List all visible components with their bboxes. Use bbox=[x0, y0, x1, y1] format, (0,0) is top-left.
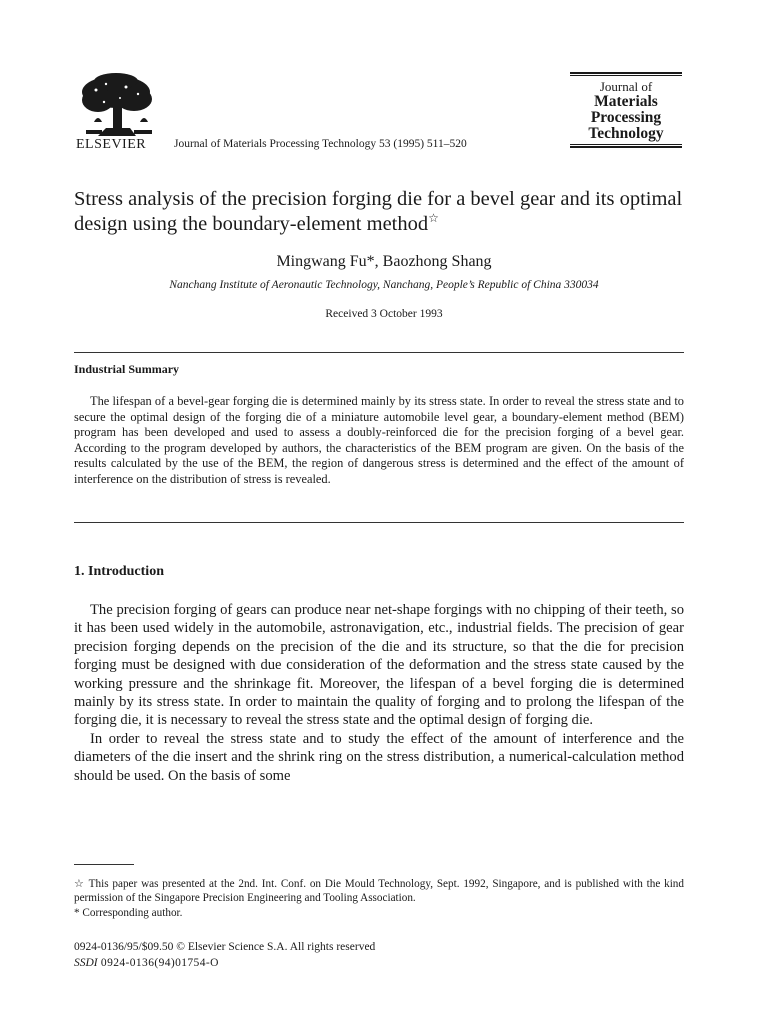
summary-bottom-rule bbox=[74, 522, 684, 523]
summary-heading: Industrial Summary bbox=[74, 362, 180, 376]
ssdi-line bbox=[74, 957, 219, 969]
journal-box-line2: Materials bbox=[594, 93, 658, 110]
journal-box-top-rule-thin bbox=[570, 75, 682, 76]
summary-top-rule bbox=[74, 352, 684, 353]
journal-box-line3: Processing bbox=[590, 109, 662, 126]
ssdi-label: SSDI bbox=[74, 957, 98, 969]
article-title-text: Stress analysis of the precision forging die for a bevel gear and its optimal design using the boundary-element method bbox=[74, 188, 683, 235]
section-heading-introduction: 1. Introduction bbox=[74, 564, 164, 579]
journal-box-line4: Technology bbox=[588, 125, 664, 142]
journal-box-top-rule bbox=[570, 72, 682, 74]
body-paragraph: The precision forging of gears can produce near net-shape forgings with no chipping of their teeth, so it has been used widely in the automobile, astronavigation, etc., industrial fields. The precision of gear precision forging depends on the precision of the die and its structure, so that the die for precision forging must be designed with due consideration of the deformation and the stress state caused by the working pressure and the shrinkage fit. Moreover, the lifespan of a bevel forging die is determined mainly by its stress state. In order to maintain the quality of forging and to prolong the lifespan of the forging die, it is necessary to reveal the stress state and the optimal design of forging die. bbox=[74, 602, 684, 729]
author-affiliation: Nanchang Institute of Aeronautic Technology, Nanchang, People’s Republic of China 330034 bbox=[169, 279, 599, 291]
footnote-corresponding-author: * Corresponding author. bbox=[74, 907, 183, 919]
journal-box-bottom-rule bbox=[570, 146, 682, 148]
body-paragraph: In order to reveal the stress state and to study the effect of the amount of interference and the diameters of the die insert and the shrink ring on the stress distribution, a numerical-calculation method should be used. On the basis of some bbox=[74, 730, 684, 784]
journal-box-bottom-rule-thin bbox=[570, 144, 682, 145]
copyright-line: 0924-0136/95/$09.50 © Elsevier Science S.A. All rights reserved bbox=[74, 941, 376, 953]
received-date: Received 3 October 1993 bbox=[325, 308, 443, 320]
footnote-conference: ☆ This paper was presented at the 2nd. Int. Conf. on Die Mould Technology, Sept. 1992, Singapore, and is published with the kind permission of the Singapore Precision Engineering and Tooling Association. bbox=[74, 878, 684, 904]
footnote-rule bbox=[74, 864, 134, 865]
title-footnote-mark: ☆ bbox=[428, 211, 439, 226]
article-authors: Mingwang Fu*, Baozhong Shang bbox=[276, 253, 492, 270]
article-title bbox=[74, 187, 694, 237]
introduction-body bbox=[74, 601, 684, 785]
journal-citation: Journal of Materials Processing Technology 53 (1995) 511–520 bbox=[174, 138, 467, 150]
journal-title-box bbox=[570, 72, 682, 149]
elsevier-tree-logo bbox=[76, 72, 160, 138]
journal-box-line1: Journal of bbox=[599, 79, 653, 94]
publisher-name: ELSEVIER bbox=[76, 137, 147, 152]
ssdi-value: 0924-0136(94)01754-O bbox=[100, 957, 219, 969]
summary-text: The lifespan of a bevel-gear forging die is determined mainly by its stress state. In order to reveal the stress state and to secure the optimal design of the forging die of a miniature automobile level gear, a boundary-element method (BEM) program has been developed and used to assess a doubly-reinforced die for the precision forging of a bevel gear. According to the program developed by authors, the characteristics of the BEM program are given. On the basis of the results calculated by the use of the BEM, the region of dangerous stress is determined and the effect of the amount of interference on the distribution of stress is revealed. bbox=[74, 394, 684, 486]
